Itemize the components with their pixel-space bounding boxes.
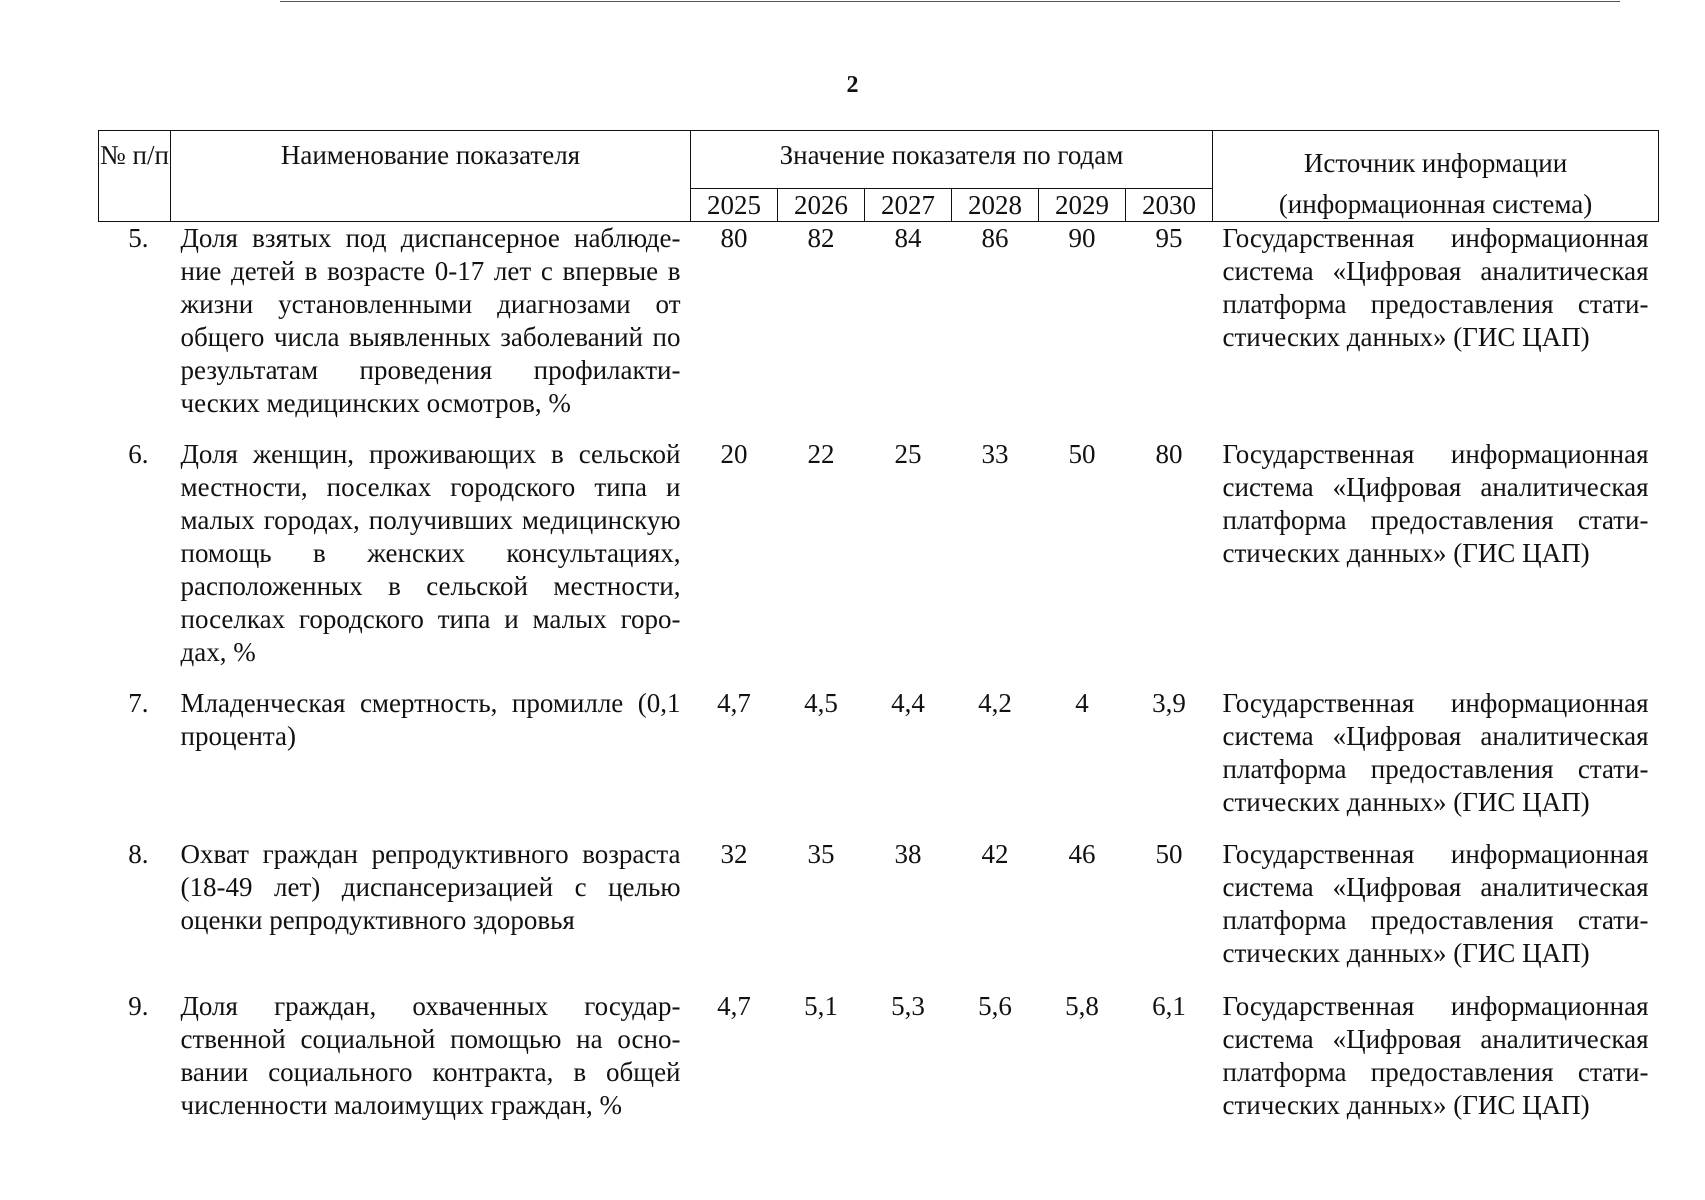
table-row	[99, 990, 1659, 1130]
value-2025: 20	[720, 439, 748, 469]
indicator-name: Доля граждан, охваченных государственной социальной помощью на основании социального контракта, в общей численности малоимущих граждан, %	[180, 991, 681, 1120]
row-number: 9.	[128, 991, 149, 1021]
header-name: Наименование показателя	[171, 131, 691, 222]
header-source-line1: Источник информации	[1303, 148, 1568, 178]
information-source: Государственная информационная система «Цифровая аналитическая платформа предоставления статистических данных» (ГИС ЦАП)	[1222, 991, 1649, 1120]
header-year-2028: 2028	[952, 188, 1039, 221]
value-2029: 5,8	[1065, 991, 1099, 1021]
value-2026: 5,1	[804, 991, 838, 1021]
value-2025: 4,7	[717, 991, 751, 1021]
information-source: Государственная информационная система «Цифровая аналитическая платформа предоставления статистических данных» (ГИС ЦАП)	[1222, 223, 1649, 352]
value-2028: 4,2	[978, 688, 1012, 718]
value-2026: 4,5	[804, 688, 838, 718]
value-2027: 38	[894, 839, 922, 869]
value-2027: 25	[894, 439, 922, 469]
value-2025: 80	[720, 223, 748, 253]
value-2028: 5,6	[978, 991, 1012, 1021]
header-num: № п/п	[99, 131, 171, 222]
indicator-name: Младенческая смертность, промилле (0,1 процента)	[180, 688, 681, 751]
value-2028: 33	[981, 439, 1009, 469]
value-2030: 6,1	[1152, 991, 1186, 1021]
value-2030: 95	[1155, 223, 1183, 253]
information-source: Государственная информационная система «Цифровая аналитическая платформа предоставления статистических данных» (ГИС ЦАП)	[1222, 439, 1649, 568]
table-row	[99, 438, 1659, 687]
header-values: Значение показателя по годам	[691, 131, 1213, 189]
page-number: 2	[846, 72, 859, 98]
value-2029: 4	[1075, 688, 1089, 718]
value-2027: 84	[894, 223, 922, 253]
value-2025: 4,7	[717, 688, 751, 718]
header-source-line2: (информационная система)	[1278, 189, 1593, 219]
table-row	[99, 687, 1659, 838]
header-year-2026: 2026	[778, 188, 865, 221]
row-number: 7.	[128, 688, 149, 718]
value-2029: 50	[1068, 439, 1096, 469]
indicators-table	[98, 130, 1659, 1130]
top-rule	[280, 1, 1620, 2]
value-2025: 32	[720, 839, 748, 869]
header-year-2025: 2025	[691, 188, 778, 221]
row-number: 8.	[128, 839, 149, 869]
value-2028: 42	[981, 839, 1009, 869]
header-source	[1213, 131, 1659, 222]
value-2027: 5,3	[891, 991, 925, 1021]
indicator-name: Охват граждан репродуктивного возраста (18-49 лет) диспансеризацией с целью оценки репродуктивного здоровья	[180, 839, 681, 935]
value-2029: 46	[1068, 839, 1096, 869]
indicator-name: Доля взятых под диспансерное наблюдение детей в возрасте 0-17 лет с впервые в жизни установленными диагнозами от общего числа выявленных заболеваний по результатам проведения профилактических медицинских осмотров, %	[180, 223, 681, 418]
value-2026: 82	[807, 223, 835, 253]
value-2028: 86	[981, 223, 1009, 253]
header-year-2030: 2030	[1126, 188, 1213, 221]
information-source: Государственная информационная система «Цифровая аналитическая платформа предоставления статистических данных» (ГИС ЦАП)	[1222, 839, 1649, 968]
value-2029: 90	[1068, 223, 1096, 253]
information-source: Государственная информационная система «Цифровая аналитическая платформа предоставления статистических данных» (ГИС ЦАП)	[1222, 688, 1649, 817]
value-2030: 3,9	[1152, 688, 1186, 718]
value-2030: 50	[1155, 839, 1183, 869]
row-number: 6.	[128, 439, 149, 469]
table-row	[99, 222, 1659, 439]
row-number: 5.	[128, 223, 149, 253]
table-row	[99, 838, 1659, 990]
header-row-top	[99, 131, 1659, 189]
indicator-name: Доля женщин, проживающих в сельской местности, поселках городского типа и малых городах, получивших медицинскую помощь в женских консультациях, расположенных в сельской местности, поселках городского типа и малых городах, %	[180, 439, 681, 667]
value-2026: 35	[807, 839, 835, 869]
value-2026: 22	[807, 439, 835, 469]
header-year-2027: 2027	[865, 188, 952, 221]
value-2027: 4,4	[891, 688, 925, 718]
value-2030: 80	[1155, 439, 1183, 469]
header-year-2029: 2029	[1039, 188, 1126, 221]
